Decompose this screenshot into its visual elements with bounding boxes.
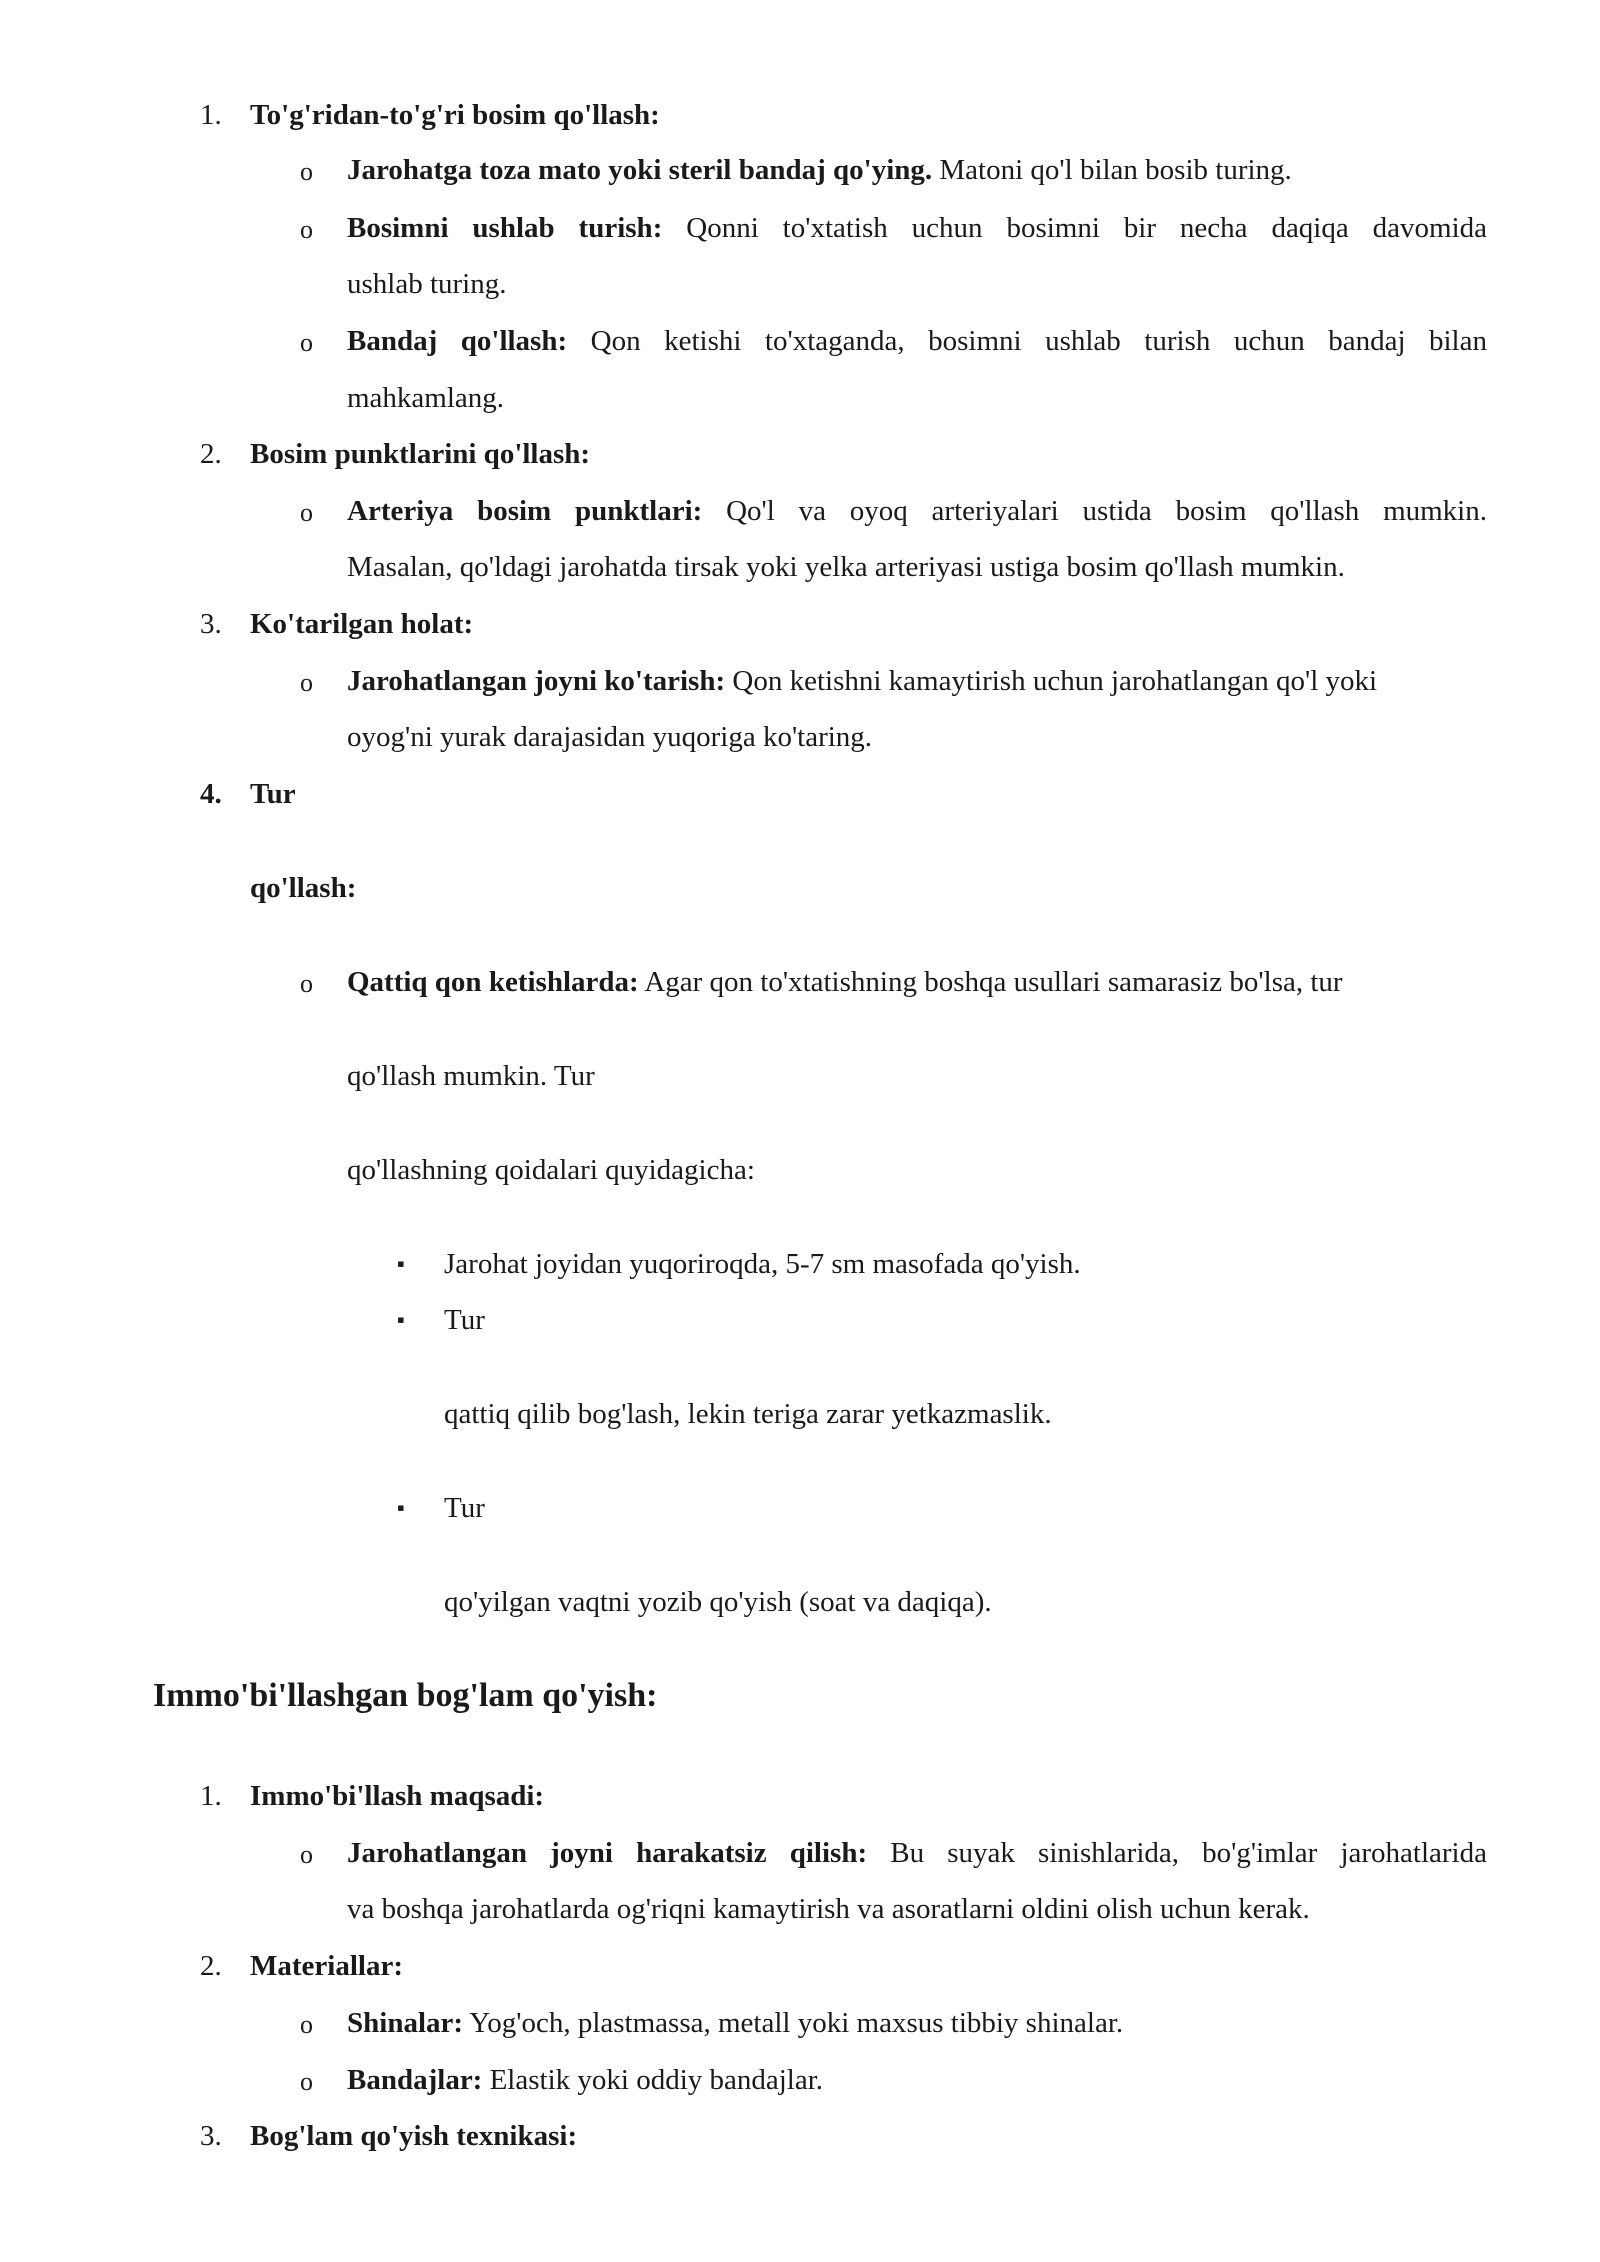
circle-bullet: o [300, 969, 313, 998]
list-item: Qattiq qon ketishlarda: Agar qon to'xtatishning boshqa usullari samarasiz bo'lsa, tur [347, 966, 1343, 998]
section-heading: Immo'bi'llashgan bog'lam qo'yish: [153, 1677, 658, 1714]
list-number: 4. [200, 778, 222, 810]
circle-bullet: o [300, 157, 313, 186]
rule-item-continuation: qattiq qilib bog'lash, lekin teriga zarar yetkazmaslik. [444, 1398, 1052, 1430]
list-heading: Ko'tarilgan holat: [250, 608, 474, 640]
list-item-continuation: qo'llash mumkin. Tur [347, 1060, 595, 1092]
list-heading: Tur [250, 778, 296, 810]
list-number: 1. [200, 1780, 222, 1812]
list-item-continuation: Masalan, qo'ldagi jarohatda tirsak yoki yelka arteriyasi ustiga bosim qo'llash mumkin. [347, 551, 1345, 583]
rule-item: Jarohat joyidan yuqoriroqda, 5-7 sm masofada qo'yish. [444, 1248, 1081, 1280]
rule-item-continuation: qo'yilgan vaqtni yozib qo'yish (soat va daqiqa). [444, 1586, 992, 1618]
list-heading: Bog'lam qo'yish texnikasi: [250, 2120, 578, 2152]
list-item-continuation: va boshqa jarohatlarda og'riqni kamaytirish va asoratlarni oldini olish uchun kerak. [347, 1893, 1310, 1925]
square-bullet: ▪ [397, 1307, 405, 1332]
list-item: Bandaj qo'llash: Qon ketishi to'xtaganda, bosimni ushlab turish uchun bandaj bilan [347, 325, 1487, 357]
circle-bullet: o [300, 328, 313, 357]
circle-bullet: o [300, 668, 313, 697]
list-heading: Bosim punktlarini qo'llash: [250, 438, 591, 470]
list-heading: Materiallar: [250, 1950, 403, 1982]
list-heading-continuation: qo'llash: [250, 872, 357, 904]
list-number: 3. [200, 608, 222, 640]
list-heading: To'g'ridan-to'g'ri bosim qo'llash: [250, 99, 660, 131]
circle-bullet: o [300, 215, 313, 244]
circle-bullet: o [300, 1840, 313, 1869]
list-number: 3. [200, 2120, 222, 2152]
list-item: Arteriya bosim punktlari: Qo'l va oyoq arteriyalari ustida bosim qo'llash mumkin. [347, 495, 1487, 527]
list-item: Jarohatlangan joyni harakatsiz qilish: Bu suyak sinishlarida, bo'g'imlar jarohatlarida [347, 1837, 1487, 1869]
list-item-continuation: ushlab turing. [347, 268, 507, 300]
list-number: 1. [200, 99, 222, 131]
list-item-continuation: mahkamlang. [347, 382, 505, 414]
list-number: 2. [200, 1950, 222, 1982]
list-item: Bosimni ushlab turish: Qonni to'xtatish uchun bosimni bir necha daqiqa davomida [347, 212, 1487, 244]
rule-item: Tur [444, 1492, 485, 1524]
list-item: Bandajlar: Elastik yoki oddiy bandajlar. [347, 2064, 824, 2096]
circle-bullet: o [300, 2010, 313, 2039]
circle-bullet: o [300, 498, 313, 527]
list-item: Shinalar: Yog'och, plastmassa, metall yoki maxsus tibbiy shinalar. [347, 2007, 1124, 2039]
list-item: Jarohatga toza mato yoki steril bandaj qo'ying. Matoni qo'l bilan bosib turing. [347, 154, 1292, 186]
square-bullet: ▪ [397, 1495, 405, 1520]
list-item-continuation: oyog'ni yurak darajasidan yuqoriga ko'taring. [347, 721, 873, 753]
square-bullet: ▪ [397, 1251, 405, 1276]
circle-bullet: o [300, 2067, 313, 2096]
list-number: 2. [200, 438, 222, 470]
list-item-continuation: qo'llashning qoidalari quyidagicha: [347, 1154, 755, 1186]
list-heading: Immo'bi'llash maqsadi: [250, 1780, 545, 1812]
rule-item: Tur [444, 1304, 485, 1336]
list-item: Jarohatlangan joyni ko'tarish: Qon ketishni kamaytirish uchun jarohatlangan qo'l yoki [347, 665, 1378, 697]
